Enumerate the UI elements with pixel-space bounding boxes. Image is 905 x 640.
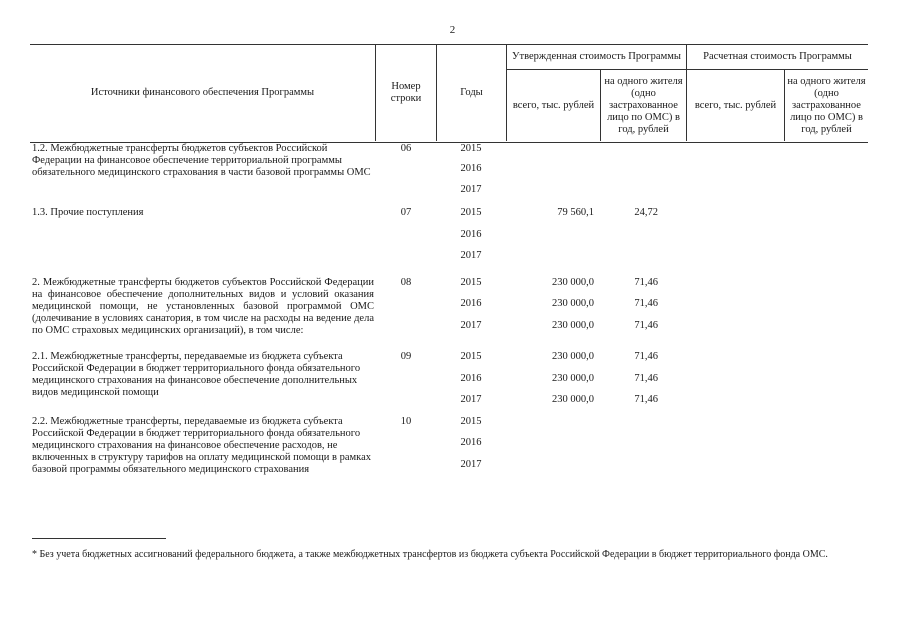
row-per-resident: 71,46	[634, 277, 658, 288]
row-year: 2015	[460, 207, 482, 218]
header-approved-per-resident: на одного жителя (одно застрахованное лицо по ОМС) в год, рублей	[604, 75, 683, 135]
row-number: 06	[400, 143, 412, 154]
row-year: 2016	[460, 229, 482, 240]
table-row	[0, 207, 905, 267]
row-total: 230 000,0	[552, 351, 594, 362]
row-year: 2017	[460, 394, 482, 405]
row-source: 1.2. Межбюджетные трансферты бюджетов субъектов Российской Федерации на финансовое обеспечение территориальной программы обязательного медицинского страхования в части базовой программы ОМС	[32, 143, 371, 178]
row-year: 2017	[460, 320, 482, 331]
row-per-resident: 71,46	[634, 298, 658, 309]
table-row	[0, 416, 905, 496]
row-year: 2015	[460, 143, 482, 154]
row-year: 2015	[460, 351, 482, 362]
row-number: 10	[400, 416, 412, 427]
row-source: 2.2. Межбюджетные трансферты, передаваемые из бюджета субъекта Российской Федерации в бюджет территориального фонда обязательного медицинского страхования на финансовое обеспечение расходов, не включенных в структуру тарифов на оплату медицинской помощи в рамках базовой программы обязательного медицинского страхования	[32, 416, 372, 475]
row-year: 2016	[460, 437, 482, 448]
row-number: 09	[400, 351, 412, 362]
row-total: 230 000,0	[552, 298, 594, 309]
row-year: 2017	[460, 250, 482, 261]
row-year: 2015	[460, 277, 482, 288]
row-total: 230 000,0	[552, 277, 594, 288]
header-calculated-cost: Расчетная стоимость Программы	[703, 51, 852, 62]
row-number: 08	[400, 277, 412, 288]
row-per-resident: 71,46	[634, 373, 658, 384]
row-source: 2.1. Межбюджетные трансферты, передаваемые из бюджета субъекта Российской Федерации в бюджет территориального фонда обязательного медицинского страхования на финансовое обеспечение дополнительных видов медицинской помощи	[32, 351, 361, 398]
header-approved-cost: Утвержденная стоимость Программы	[512, 51, 681, 62]
row-year: 2016	[460, 163, 482, 174]
row-total: 230 000,0	[552, 394, 594, 405]
header-calculated-total: всего, тыс. рублей	[694, 99, 777, 111]
header-row-number: Номер строки	[390, 81, 422, 104]
footnote-separator	[32, 538, 166, 539]
row-source: 2. Межбюджетные трансферты бюджетов субъектов Российской Федерации на финансовое обеспечение дополнительных видов и условий оказания медицинской помощи, не установленных базовой программой ОМС (долечивание в условиях санатория, в том числе на расходы на ведение дела по ОМС страховых медицинских организаций), в том числе:	[32, 277, 374, 336]
row-total: 230 000,0	[552, 373, 594, 384]
row-year: 2015	[460, 416, 482, 427]
row-year: 2017	[460, 459, 482, 470]
row-source: 1.3. Прочие поступления	[32, 207, 144, 218]
header-approved-total: всего, тыс. рублей	[512, 99, 595, 111]
table-row	[0, 143, 905, 203]
row-per-resident: 71,46	[634, 394, 658, 405]
row-per-resident: 24,72	[634, 207, 658, 218]
table-row	[0, 351, 905, 411]
header-years: Годы	[460, 87, 483, 98]
row-year: 2017	[460, 184, 482, 195]
row-number: 07	[400, 207, 412, 218]
row-total: 79 560,1	[557, 207, 594, 218]
row-per-resident: 71,46	[634, 351, 658, 362]
row-year: 2016	[460, 298, 482, 309]
header-calculated-per-resident: на одного жителя (одно застрахованное лицо по ОМС) в год, рублей	[787, 75, 866, 135]
footnote: * Без учета бюджетных ассигнований федерального бюджета, а также межбюджетных трансфертов из бюджета субъекта Российской Федерации в бюджет территориального фонда ОМС.	[32, 549, 828, 560]
header-sources: Источники финансового обеспечения Программы	[90, 87, 315, 98]
page-number: 2	[449, 24, 456, 36]
table-row	[0, 277, 905, 353]
row-per-resident: 71,46	[634, 320, 658, 331]
row-year: 2016	[460, 373, 482, 384]
row-total: 230 000,0	[552, 320, 594, 331]
